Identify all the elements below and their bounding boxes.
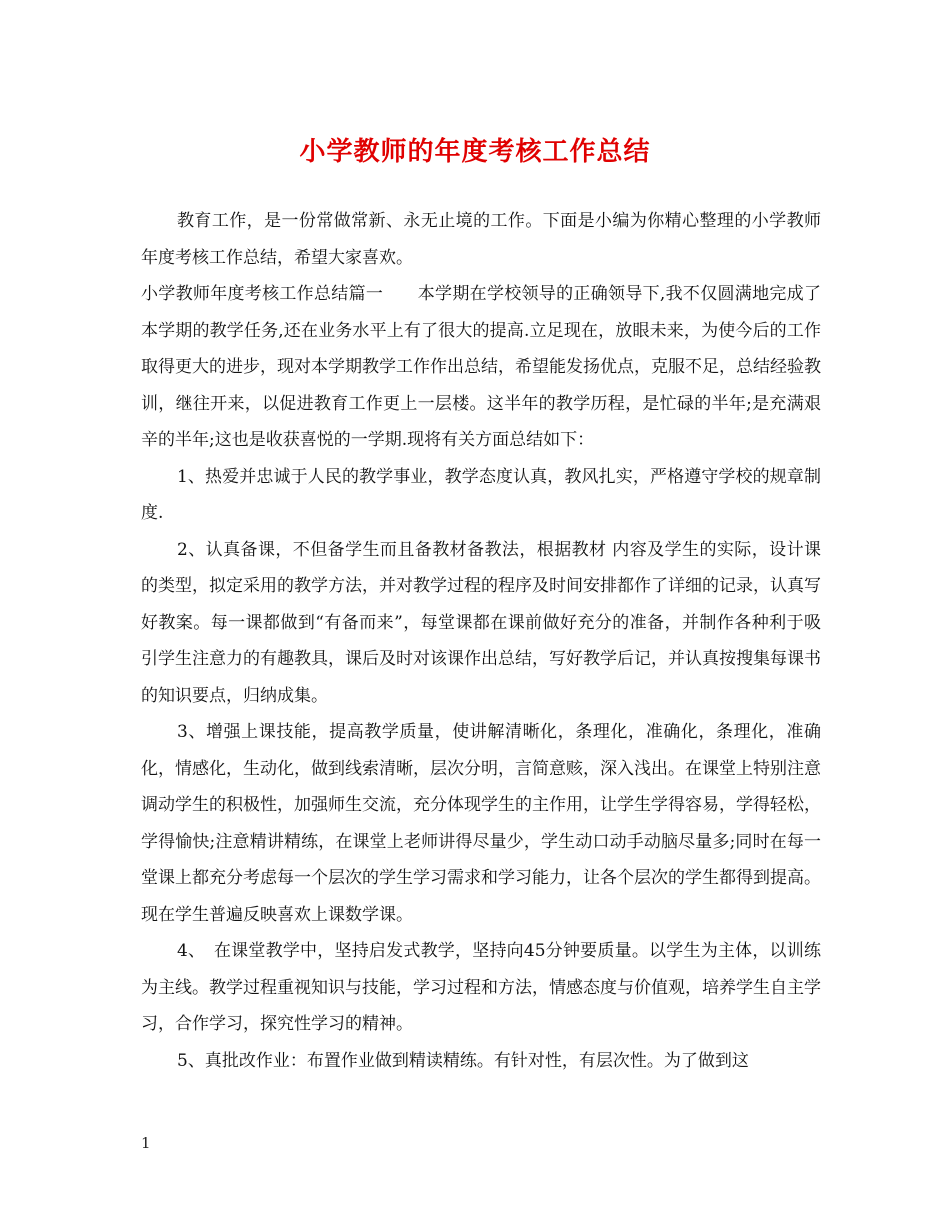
document-title: 小学教师的年度考核工作总结 [299, 137, 651, 167]
paragraph-item-2: 2、认真备课，不但备学生而且备教材备教法，根据教材 内容及学生的实际，设计课的类型，拟定采用的教学方法，并对教学过程的程序及时间安排都作了详细的记录，认真写好教案。每一课都做到“有备而来”，每堂课都在课前做好充分的准备，并制作各种利于吸引学生注意力的有趣教具，课后及时对该课作出总结，写好教学后记，并认真按搜集每课书的知识要点，归纳成集。 [141, 539, 821, 706]
paragraph-item-5: 5、真批改作业：布置作业做到精读精练。有针对性，有层次性。为了做到这 [177, 1050, 749, 1071]
paragraph-intro: 教育工作，是一份常做常新、永无止境的工作。下面是小编为你精心整理的小学教师年度考核工作总结，希望大家喜欢。 [141, 211, 821, 268]
paragraph-item-3: 3、增强上课技能，提高教学质量，使讲解清晰化，条理化，准确化，条理化，准确化，情感化，生动化，做到线索清晰，层次分明，言简意赅，深入浅出。在课堂上特别注意调动学生的积极性，加强师生交流，充分体现学生的主作用，让学生学得容易，学得轻松，学得愉快;注意精讲精练，在课堂上老师讲得尽量少，学生动口动手动脑尽量多;同时在每一堂课上都充分考虑每一个层次的学生学习需求和学习能力，让各个层次的学生都得到提高。现在学生普遍反映喜欢上课数学课。 [141, 722, 821, 925]
paragraph-item-1: 1、热爱并忠诚于人民的教学事业，教学态度认真，教风扎实，严格遵守学校的规章制度. [141, 466, 821, 523]
document-body [141, 203, 821, 1079]
paragraph-section-one: 小学教师年度考核工作总结篇一 本学期在学校领导的正确领导下,我不仅圆满地完成了本学期的教学任务,还在业务水平上有了很大的提高.立足现在，放眼未来，为使今后的工作取得更大的进步，现对本学期教学工作作出总结，希望能发扬优点，克服不足，总结经验教训，继往开来，以促进教育工作更上一层楼。这半年的教学历程，是忙碌的半年;是充满艰辛的半年;这也是收获喜悦的一学期.现将有关方面总结如下： [141, 284, 821, 450]
paragraph-item-4: 4、 在课堂教学中，坚持启发式教学，坚持向45分钟要质量。以学生为主体，以训练为主线。教学过程重视知识与技能，学习过程和方法，情感态度与价值观，培养学生自主学习，合作学习，探究性学习的精神。 [141, 941, 821, 1034]
page-number: 1 [141, 1134, 151, 1152]
